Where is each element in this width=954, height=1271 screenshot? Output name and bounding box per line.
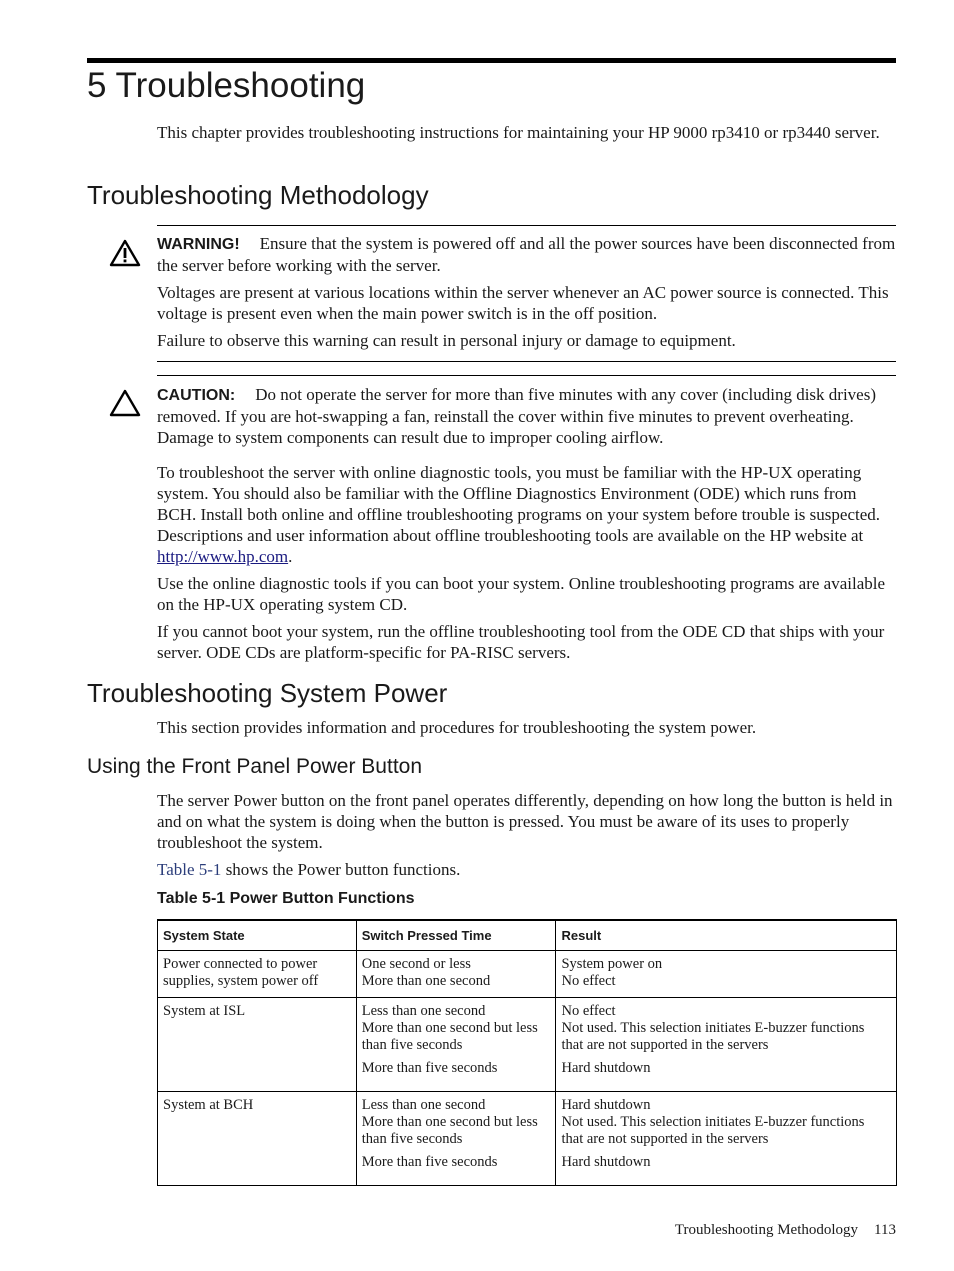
power-button-paragraph: The server Power button on the front panel operates differently, depending on how long the button is held in and on what the system is doing when the button is pressed. You must be aware of its uses to properly troubleshoot the system. (157, 791, 893, 852)
warning-top-rule (157, 225, 896, 226)
cell-switch-pressed-time (356, 951, 556, 998)
diagnostics-paragraph (157, 462, 897, 567)
cell-system-state (158, 998, 357, 1092)
warning-lead-text: Ensure that the system is powered off and all the power sources have been disconnected from the server before working with the server. (157, 234, 896, 275)
caution-label: CAUTION: (157, 387, 236, 404)
cell-line: that are not supported in the servers (561, 1037, 769, 1053)
footer-section-title: Troubleshooting Methodology (674, 1222, 859, 1238)
cell-line: System power on (561, 956, 663, 972)
cell-line: System at BCH (163, 1097, 254, 1113)
cell-system-state (158, 951, 357, 998)
table-row (158, 951, 897, 998)
warning-bottom-rule (157, 361, 896, 362)
warning-voltage-text: Voltages are present at various locations within the server whenever an AC power source is connected. This voltage is present even when the main power switch is in the off position. (157, 283, 889, 323)
offline-tools-paragraph: If you cannot boot your system, run the offline troubleshooting tool from the ODE CD that ships with your server. ODE CDs are platform-specific for PA-RISC servers. (157, 622, 885, 662)
cell-line: Less than one second (361, 1003, 486, 1019)
diagnostics-text: To troubleshoot the server with online diagnostic tools, you must be familiar with the HP-UX operating system. You should also be familiar with the Offline Diagnostics Environment (ODE) which runs from BCH. Install both online and offline troubleshooting programs on your system before trouble is suspected. Descriptions and user information about offline troubleshooting tools are available on the HP website at (157, 463, 881, 545)
heading-troubleshooting-system-power: Troubleshooting System Power (87, 678, 448, 708)
warning-label: WARNING! (157, 236, 240, 253)
cell-result (556, 998, 897, 1092)
warning-block (157, 233, 897, 351)
page-footer (675, 1222, 896, 1239)
heading-front-panel-power-button: Using the Front Panel Power Button (87, 755, 423, 778)
cell-line: No effect (561, 1003, 616, 1019)
system-power-intro: This section provides information and procedures for troubleshooting the system power. (157, 718, 757, 737)
table-header-row (158, 920, 897, 951)
cell-line: than five seconds (361, 1037, 463, 1053)
cell-line: More than one second (361, 973, 491, 989)
table-row (158, 998, 897, 1092)
cell-line: Not used. This selection initiates E-buzzer functions (561, 1020, 865, 1036)
chapter-intro: This chapter provides troubleshooting instructions for maintaining your HP 9000 rp3410 or rp3440 server. (157, 123, 880, 142)
cell-line: Hard shutdown (561, 1097, 651, 1113)
cell-line: More than one second but less (361, 1020, 538, 1036)
header-switch-pressed-time: Switch Pressed Time (356, 920, 556, 951)
power-button-functions-table (157, 919, 897, 1186)
warning-triangle-icon (109, 239, 141, 267)
cell-switch-pressed-time (356, 1092, 556, 1186)
table-caption: Table 5-1 Power Button Functions (157, 890, 415, 907)
heading-troubleshooting-methodology: Troubleshooting Methodology (87, 180, 429, 210)
table-reference-text: shows the Power button functions. (221, 860, 461, 879)
cell-line: that are not supported in the servers (561, 1131, 769, 1147)
caution-text: Do not operate the server for more than five minutes with any cover (including disk drives) removed. If you are hot-swapping a fan, reinstall the cover within five minutes to prevent overheating. Damage to system components can result due to improper cooling airflow. (157, 385, 877, 447)
online-tools-paragraph: Use the online diagnostic tools if you can boot your system. Online troubleshooting programs are available on the HP-UX operating system CD. (157, 574, 886, 614)
caution-top-rule (157, 375, 896, 376)
cell-line: Hard shutdown (561, 1154, 651, 1170)
cell-system-state (158, 1092, 357, 1186)
cell-result (556, 1092, 897, 1186)
cell-line: More than five seconds (361, 1060, 498, 1076)
cell-line: than five seconds (361, 1131, 463, 1147)
cell-line: Hard shutdown (561, 1060, 651, 1076)
cell-line: No effect (561, 973, 616, 989)
header-result: Result (556, 920, 897, 951)
header-system-state: System State (158, 920, 357, 951)
table-reference-paragraph (157, 859, 897, 880)
warning-failure-text: Failure to observe this warning can result in personal injury or damage to equipment. (157, 331, 736, 350)
chapter-title: 5 Troubleshooting (87, 66, 366, 105)
cell-line: More than one second but less (361, 1114, 538, 1130)
page-number: 113 (874, 1222, 896, 1238)
cell-line: Not used. This selection initiates E-buzzer functions (561, 1114, 865, 1130)
cell-result (556, 951, 897, 998)
cell-line: One second or less (361, 956, 471, 972)
cell-line: Power connected to power (163, 956, 318, 972)
warning-lead (157, 233, 897, 276)
cell-switch-pressed-time (356, 998, 556, 1092)
table-5-1-link[interactable]: Table 5-1 (157, 860, 222, 879)
table-row (158, 1092, 897, 1186)
chapter-top-rule (87, 58, 896, 63)
cell-line: More than five seconds (361, 1154, 498, 1170)
cell-line: System at ISL (163, 1003, 246, 1019)
diagnostics-text-end: . (288, 547, 293, 566)
cell-line: Less than one second (361, 1097, 486, 1113)
caution-block (157, 384, 897, 448)
hp-website-link[interactable]: http://www.hp.com (157, 547, 289, 566)
caution-triangle-icon (109, 389, 141, 417)
cell-line: supplies, system power off (163, 973, 319, 989)
